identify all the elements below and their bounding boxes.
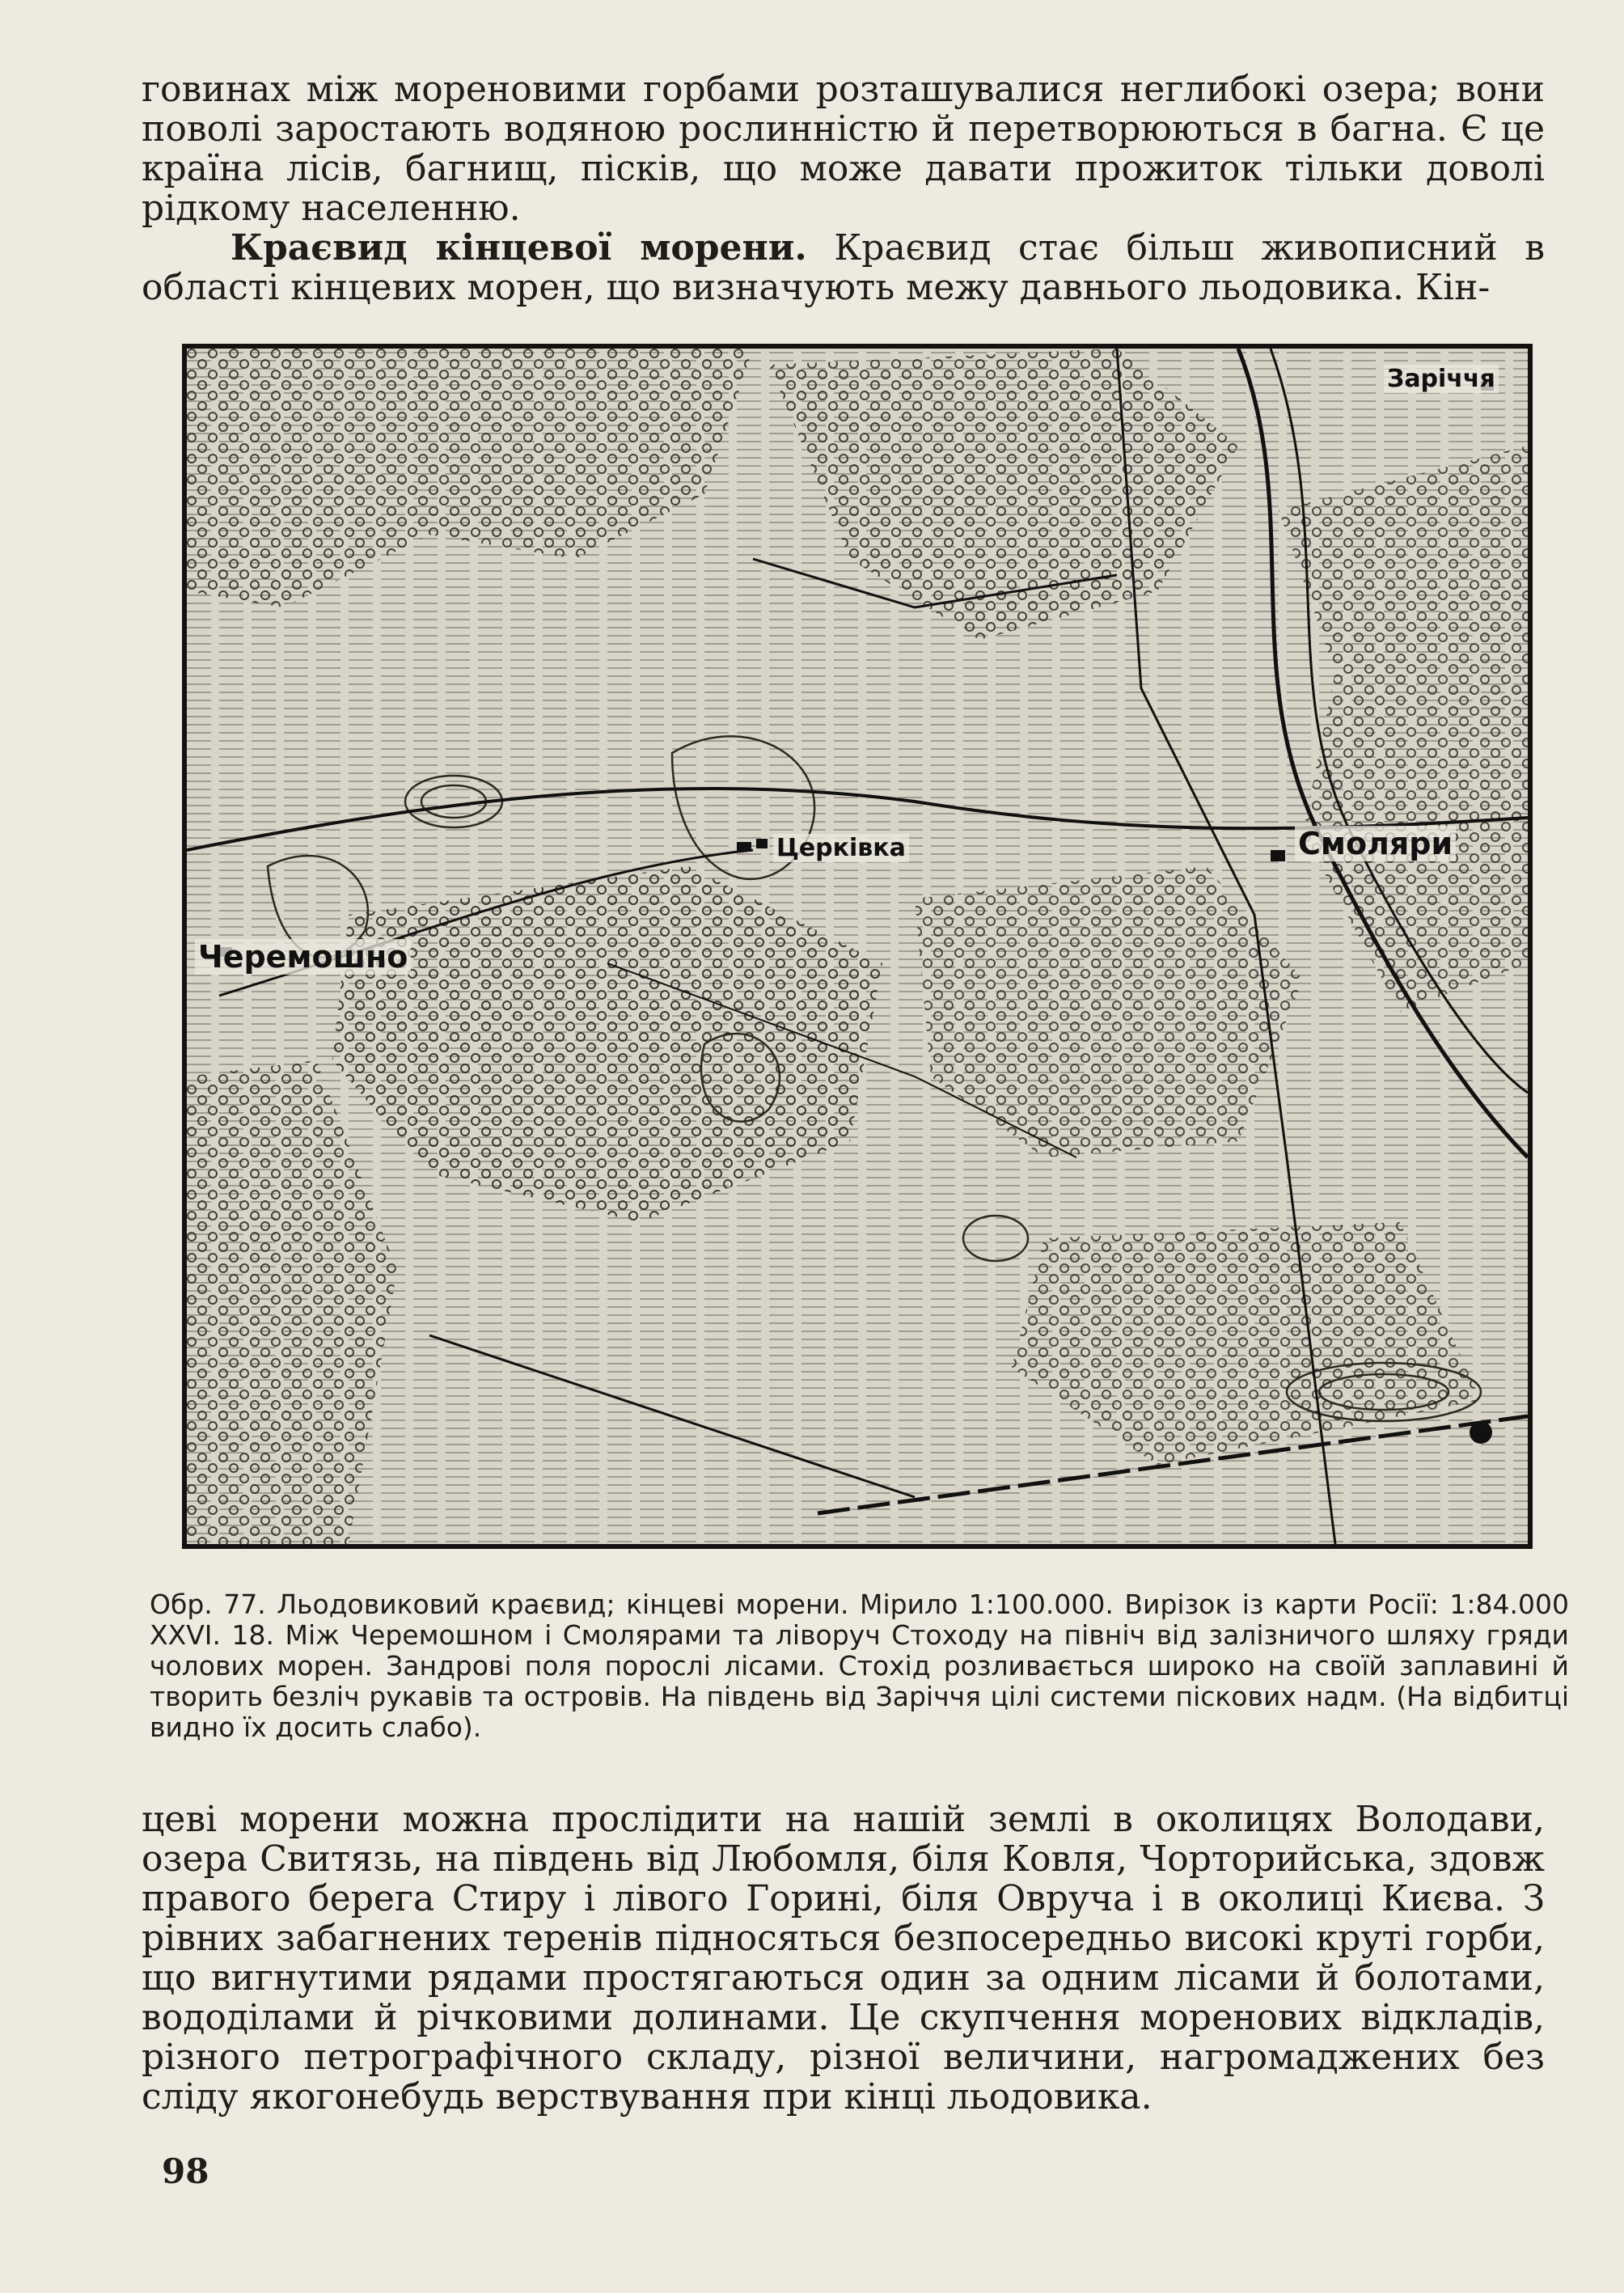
section-paragraph [142,228,1545,307]
section-heading: Краєвид кінцевої морени. [230,227,807,269]
bottom-paragraph: цеві морени можна прослідити на нашій землі в околицях Володави, озера Свитязь, на південь від Любомля, біля Ковля, Чорторийська, здовж правого берега Стиру і лівого Горині, біля Овруча і в околиці Києва. З рівних забагнених теренів підносяться безпосередньо високі круті горби, що вигнутими рядами простягаються один за одним лісами й болотами, вододілами й річковими долинами. Це скупчення моренових відкладів, різного петрографічного складу, різної величини, нагромаджених без сліду якогонебудь верствування при кінці льодовика. [142,1799,1545,2117]
map-label-cheremoshno: Черемошно [195,939,411,975]
map-label-smoliary: Смоляри [1295,826,1456,861]
map-label-tserkivka: Церківка [773,834,909,862]
caption-text: Обр. 77. Льодовиковий краєвид; кінцеві морени. Мірило 1:100.000. Вирізок із карти Росії: 1:84.000 XXVI. 18. Між Черемошном і Смолярами та ліворуч Стоходу на північ від залізничого шляху гряди чолових морен. Зандрові поля порослі лісами. Стохід розливається широко на своїй заплавині й творить безліч рукавів та островів. На південь від Заріччя цілі системи піскових надм. (На відбитці видно їх досить слабо). [150,1589,1569,1743]
section-text: Краєвид стає більш живописний в області кінцевих морен, що визначують межу давнього льодовика. Кін- [142,227,1546,308]
map-label-zarichchia: Заріччя [1384,365,1499,393]
top-text-block [142,70,1545,307]
top-paragraph: говинах між моренoвими горбами розташувалися неглибокі озера; вони поволі заростають водяною рослинністю й перетворюються в багна. Є це країна лісів, багнищ, пісків, що може давати прожиток тільки доволі рідкому населенню. [142,69,1545,229]
bottom-text-block [142,1800,1545,2117]
map-figure [182,344,1533,1549]
page-number: 98 [162,2151,209,2191]
figure-caption [150,1589,1569,1743]
